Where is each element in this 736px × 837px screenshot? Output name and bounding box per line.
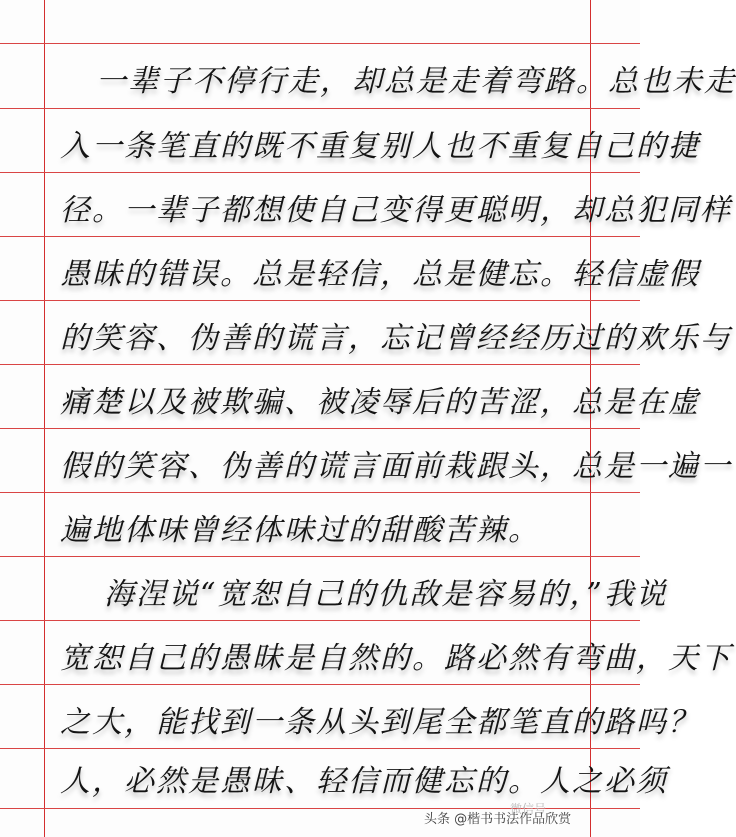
ruled-line (0, 236, 640, 237)
text-line-2: 入一条笔直的既不重复别人也不重复自己的捷 (60, 129, 700, 164)
text-line-9: 海涅说“宽恕自己的仇敌是容易的，”我说 (104, 577, 668, 612)
ruled-line (0, 428, 640, 429)
left-margin-line (44, 0, 45, 837)
ruled-line (0, 364, 640, 365)
footer (0, 797, 640, 837)
text-line-4: 愚昧的错误。总是轻信，总是健忘。轻信虚假 (60, 257, 700, 292)
text-line-6: 痛楚以及被欺骗、被凌辱后的苦涩，总是在虚 (60, 385, 700, 420)
text-line-7: 假的笑容、伪善的谎言面前栽跟头，总是一遍一 (60, 449, 732, 484)
ruled-line (0, 108, 640, 109)
text-line-8: 遍地体味曾经体味过的甜酸苦辣。 (60, 513, 540, 548)
ruled-line (0, 300, 640, 301)
text-line-1: 一辈子不停行走，却总是走着弯路。总也未走 (96, 64, 736, 99)
ruled-line (0, 620, 640, 621)
ruled-line (0, 684, 640, 685)
text-line-11: 之大，能找到一条从头到尾全都笔直的路吗？ (60, 705, 700, 740)
text-line-10: 宽恕自己的愚昧是自然的。路必然有弯曲，天下 (60, 641, 732, 676)
text-line-12: 人，必然是愚昧、轻信而健忘的。人之必须 (60, 764, 668, 799)
ruled-line (0, 43, 640, 44)
ruled-line (0, 492, 640, 493)
text-line-5: 的笑容、伪善的谎言，忘记曾经经历过的欢乐与 (60, 321, 732, 356)
ruled-line (0, 172, 640, 173)
text-line-3: 径。一辈子都想使自己变得更聪明，却总犯同样 (60, 193, 732, 228)
watermark-text: 微信号 (510, 802, 547, 816)
source-attribution: 头条 @楷书书法作品欣赏 (424, 812, 572, 827)
ruled-line (0, 748, 640, 749)
ruled-line (0, 556, 640, 557)
